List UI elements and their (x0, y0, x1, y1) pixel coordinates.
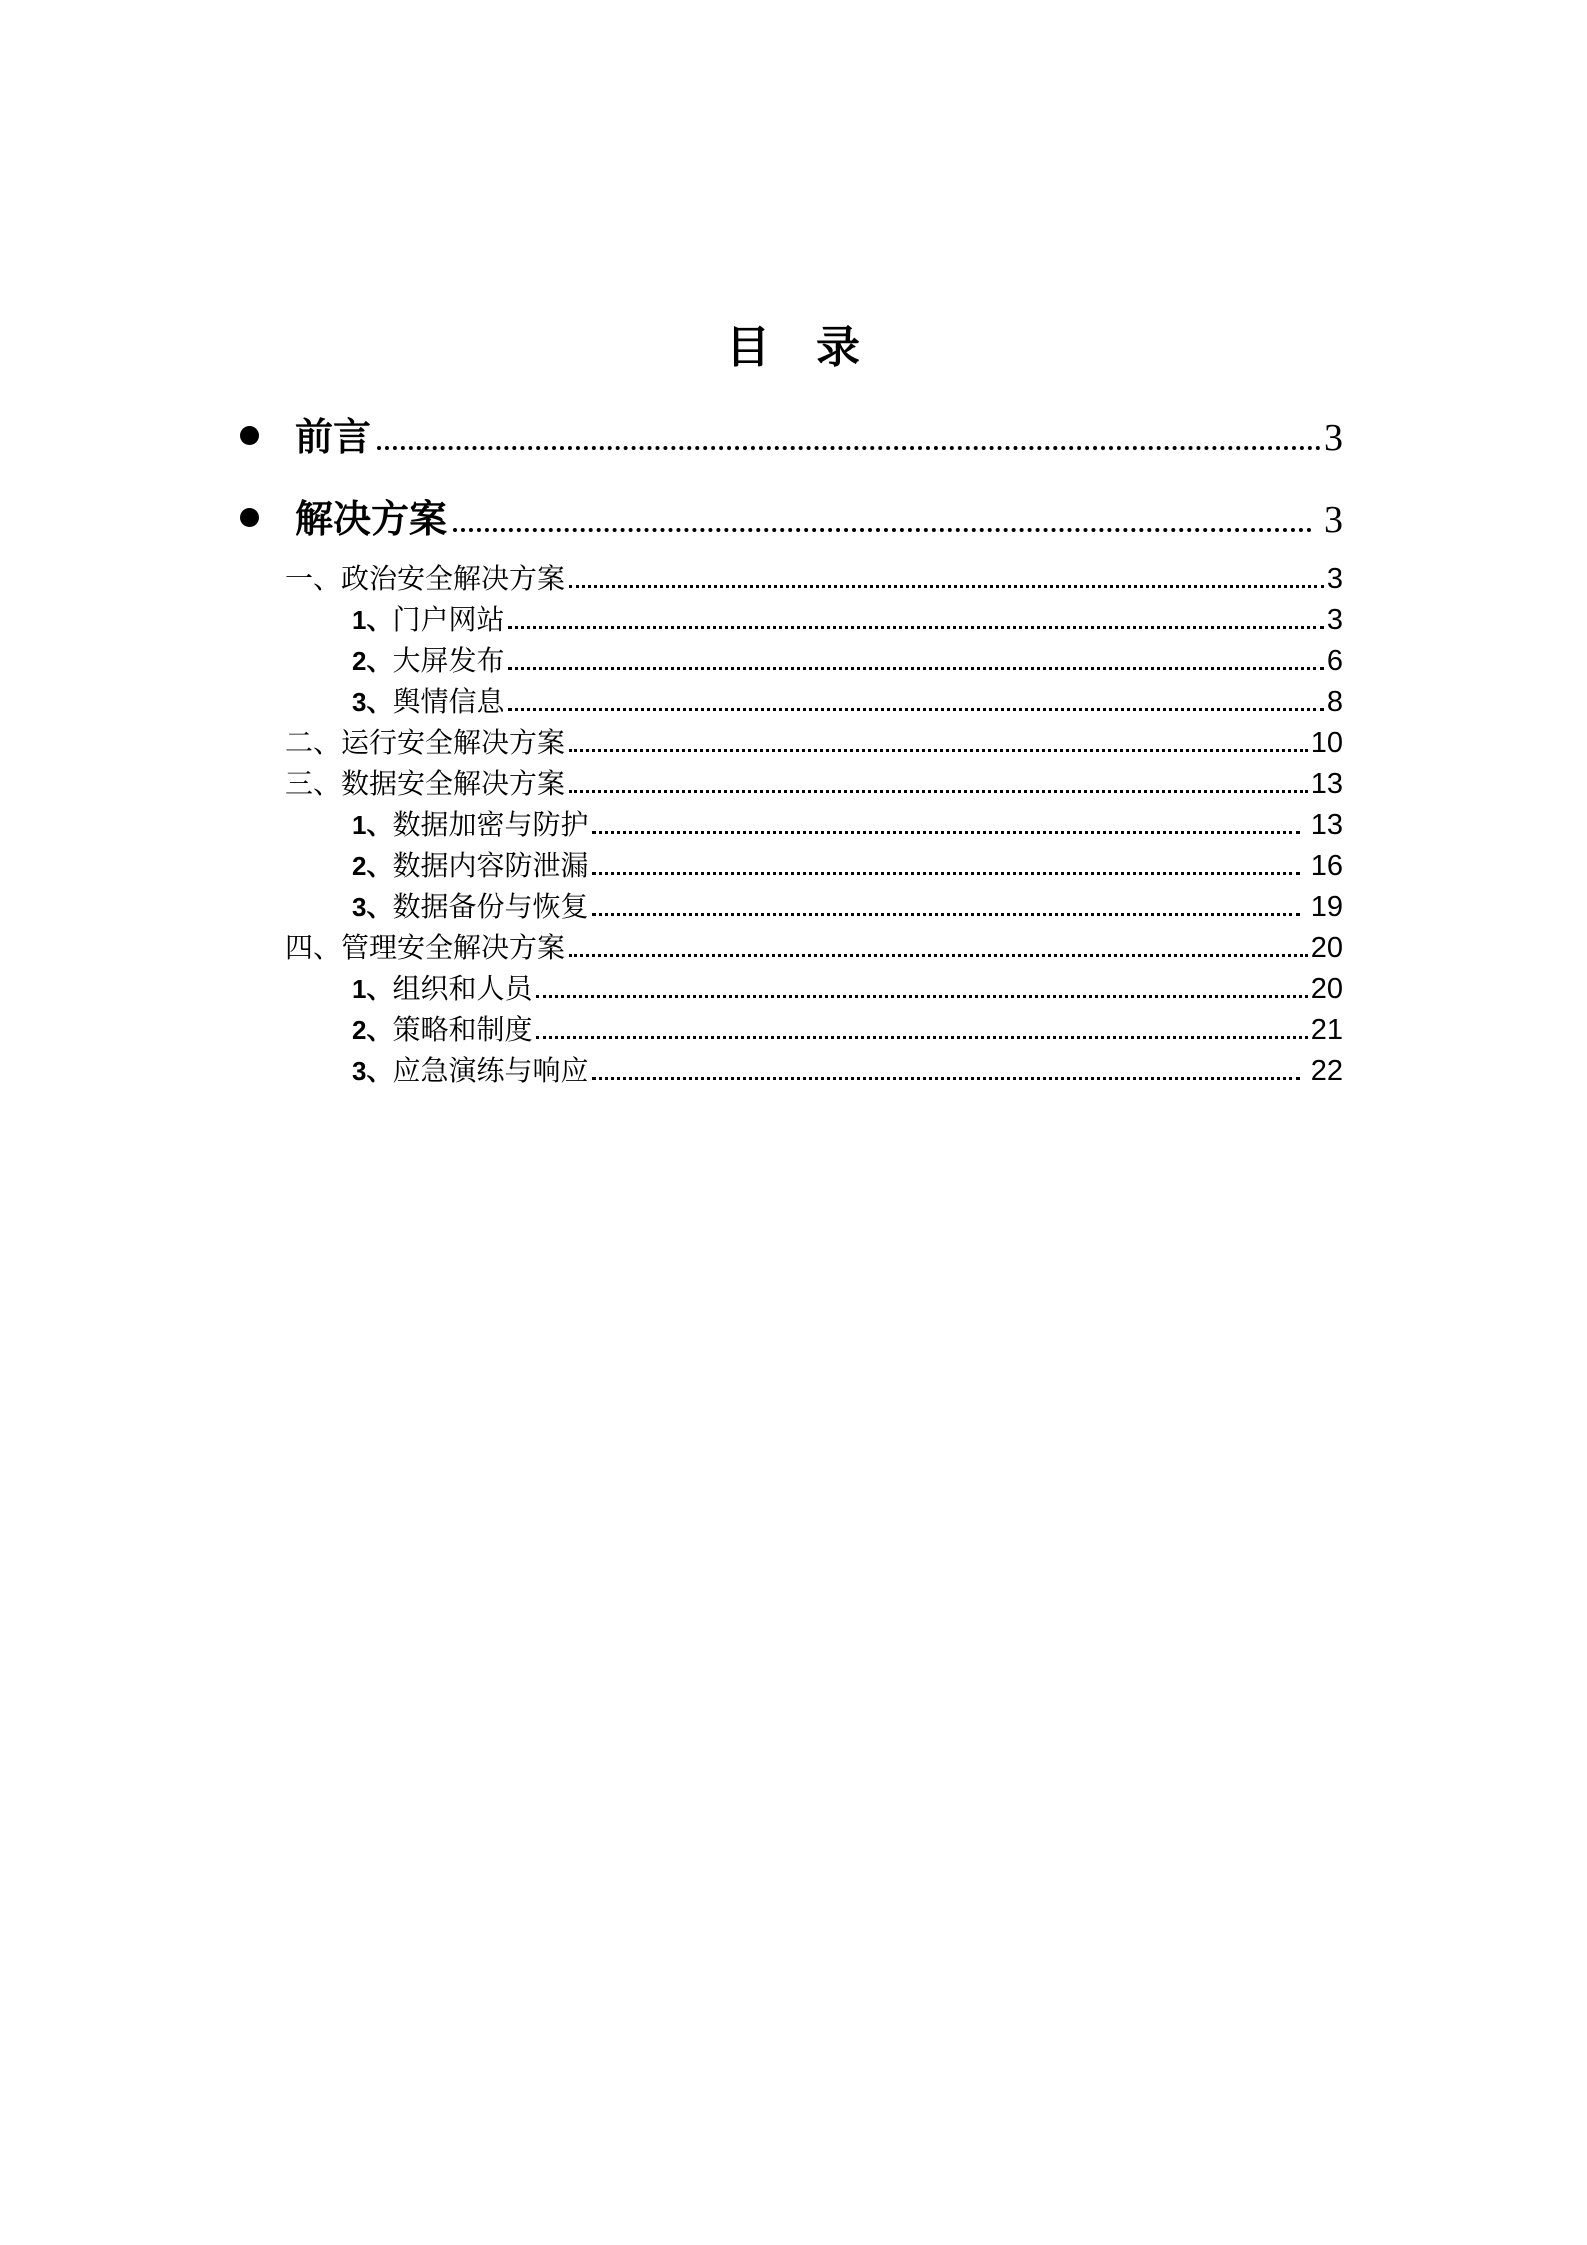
toc-entry-guanli-anquan[interactable] (240, 928, 1343, 969)
dot-leader (377, 446, 1321, 450)
dot-leader (569, 749, 1308, 752)
toc-entry-label: 解决方案 (295, 499, 448, 541)
toc-entry-label: 门户网站 (392, 605, 505, 636)
toc-entry-celue-zhidu[interactable] (240, 1010, 1343, 1051)
dot-leader (592, 872, 1299, 875)
dot-leader (569, 585, 1324, 588)
toc-entry-number: 1、 (352, 605, 393, 635)
toc-entry-page: 22 (1302, 1055, 1343, 1087)
toc-entry-page: 3 (1314, 499, 1343, 541)
toc-entry-label: 应急演练与响应 (392, 1056, 589, 1087)
toc-entry-label: 政治安全解决方案 (341, 564, 566, 595)
toc-entry-yuqing-xinxi[interactable] (240, 682, 1343, 723)
toc-entry-zhengzhi-anquan[interactable] (240, 559, 1343, 600)
dot-leader (569, 954, 1308, 957)
toc-entry-label: 策略和制度 (392, 1015, 533, 1046)
toc-entry-number: 二、 (285, 728, 342, 759)
bullet-icon (240, 508, 259, 527)
toc-entry-beifen-huifu[interactable] (240, 887, 1343, 928)
toc-entry-page: 13 (1310, 768, 1343, 800)
toc-entry-shuju-jiami[interactable] (240, 805, 1343, 846)
dot-leader (592, 831, 1299, 834)
dot-leader (536, 1036, 1307, 1039)
toc-entry-label: 运行安全解决方案 (341, 728, 566, 759)
toc-entry-yingji-yanlian[interactable] (240, 1051, 1343, 1092)
toc-entry-label: 管理安全解决方案 (341, 933, 566, 964)
toc-entry-label: 大屏发布 (392, 646, 505, 677)
toc-entry-number: 3、 (352, 892, 393, 922)
toc-entry-menhu-wangzhan[interactable] (240, 600, 1343, 641)
toc-entry-number: 2、 (352, 646, 393, 676)
toc-entry-yunxing-anquan[interactable] (240, 723, 1343, 764)
toc-entry-zuzhi-renyuan[interactable] (240, 969, 1343, 1010)
toc-entry-page: 3 (1324, 417, 1343, 459)
toc-entry-daping-fabu[interactable] (240, 641, 1343, 682)
toc-entry-label: 数据加密与防护 (392, 810, 589, 841)
toc-entry-jiejuefangan[interactable] (240, 496, 1343, 544)
bullet-icon (240, 426, 259, 445)
toc-entry-page: 20 (1310, 932, 1343, 964)
toc-entry-label: 数据备份与恢复 (392, 892, 589, 923)
toc-title: 目 录 (726, 323, 861, 372)
toc-entry-qianyan[interactable] (240, 414, 1343, 462)
toc-entry-number: 2、 (352, 851, 393, 881)
toc-entry-number: 3、 (352, 1056, 393, 1086)
toc-entry-page: 20 (1310, 973, 1343, 1005)
toc-entry-page: 10 (1310, 727, 1343, 759)
toc-entry-number: 三、 (285, 769, 342, 800)
toc-entry-page: 6 (1326, 645, 1343, 677)
toc-entry-page: 21 (1310, 1014, 1343, 1046)
toc-entry-shuju-anquan[interactable] (240, 764, 1343, 805)
toc-entry-number: 1、 (352, 810, 393, 840)
dot-leader (508, 708, 1323, 711)
dot-leader (508, 626, 1323, 629)
dot-leader (569, 790, 1308, 793)
toc-entry-page: 3 (1326, 604, 1343, 636)
dot-leader (453, 528, 1311, 532)
toc-entry-number: 3、 (352, 687, 393, 717)
table-of-contents (240, 414, 1343, 1092)
toc-entry-page: 3 (1326, 563, 1343, 595)
toc-entry-number: 四、 (285, 933, 342, 964)
dot-leader (536, 995, 1307, 998)
dot-leader (592, 1077, 1299, 1080)
dot-leader (508, 667, 1323, 670)
toc-entry-page: 13 (1302, 809, 1343, 841)
toc-entry-label: 舆情信息 (392, 687, 505, 718)
toc-entry-number: 1、 (352, 974, 393, 1004)
toc-entry-label: 数据安全解决方案 (341, 769, 566, 800)
toc-entry-label: 前言 (295, 417, 372, 459)
toc-entry-label: 数据内容防泄漏 (392, 851, 589, 882)
toc-entry-page: 16 (1302, 850, 1343, 882)
toc-entry-number: 一、 (285, 564, 342, 595)
toc-entry-number: 2、 (352, 1015, 393, 1045)
dot-leader (592, 913, 1299, 916)
toc-entry-page: 8 (1326, 686, 1343, 718)
toc-entry-fangxielou[interactable] (240, 846, 1343, 887)
toc-entry-page: 19 (1302, 891, 1343, 923)
toc-entry-label: 组织和人员 (392, 974, 533, 1005)
